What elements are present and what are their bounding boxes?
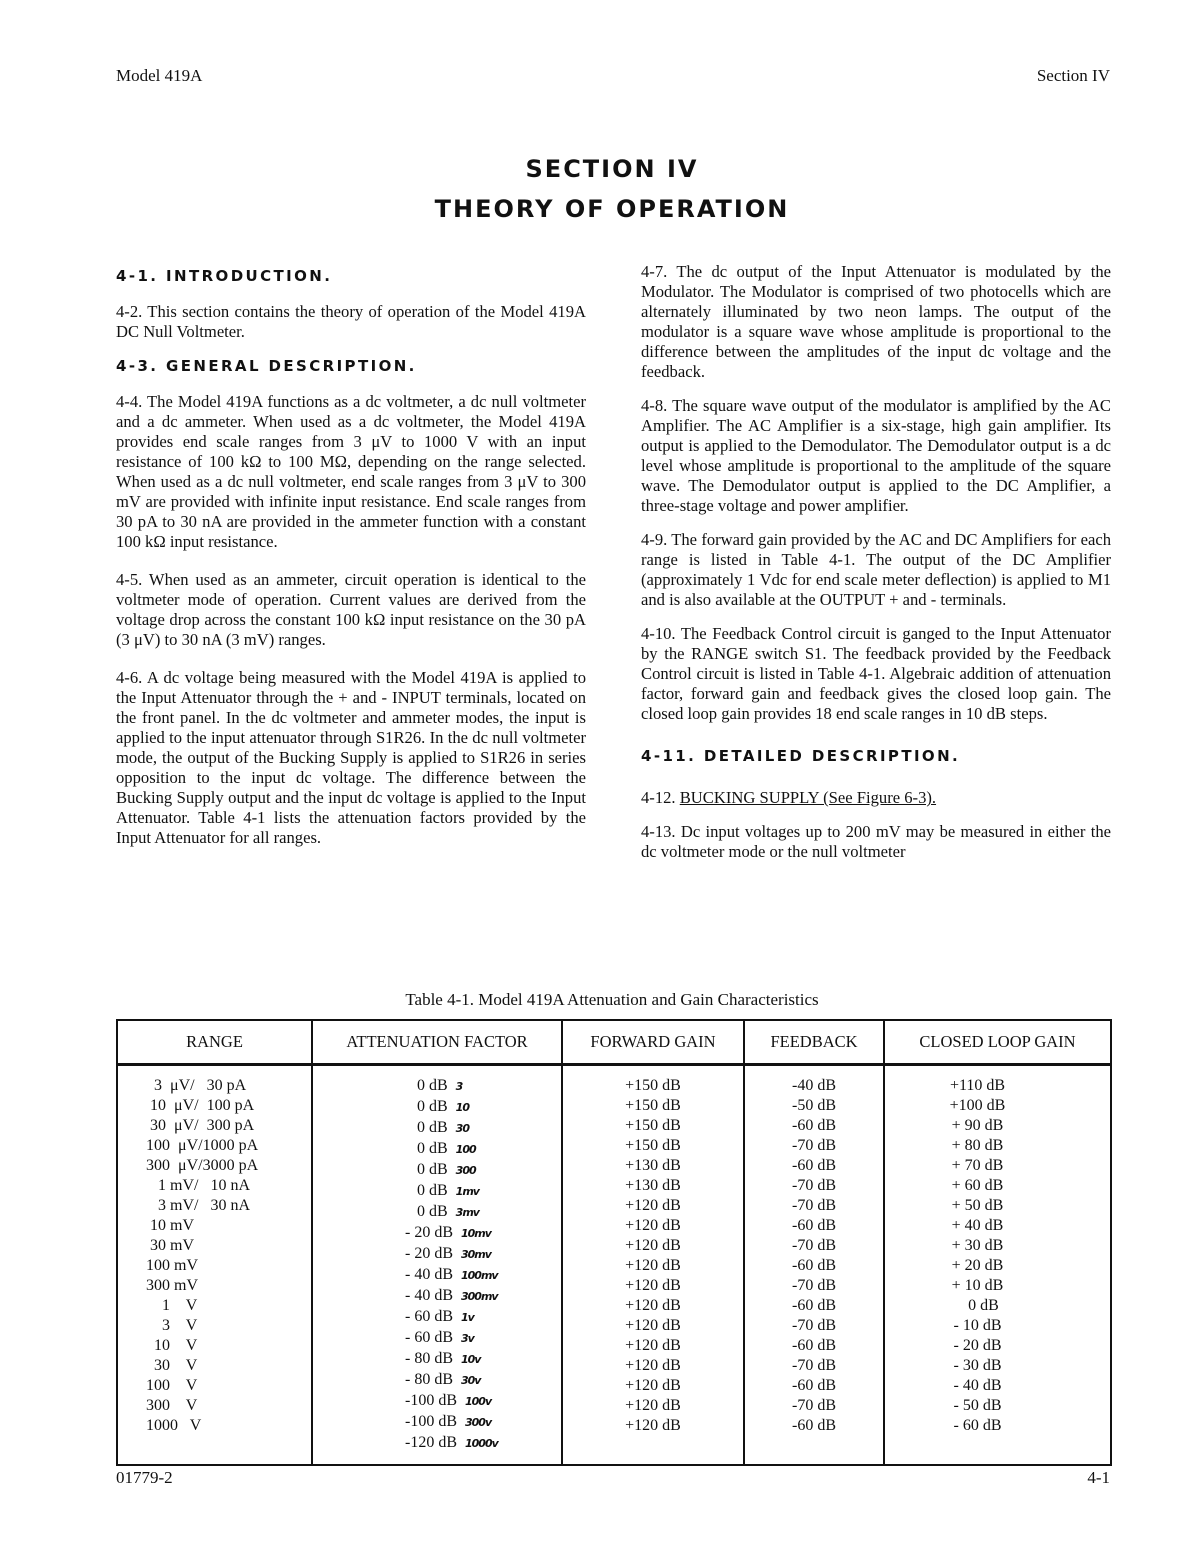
handwritten-annotation: 300mv xyxy=(461,1290,498,1303)
cell-value: - 80 dB xyxy=(405,1350,453,1367)
table-cell-forward-gain xyxy=(563,1216,743,1236)
cell-value: -100 dB xyxy=(405,1413,457,1430)
cell-value: 0 dB xyxy=(405,1203,448,1220)
cell-value: 0 dB xyxy=(405,1140,448,1157)
cell-value: +120 dB xyxy=(625,1417,681,1434)
running-header-section: Section IV xyxy=(1036,66,1110,85)
table-cell-forward-gain xyxy=(563,1376,743,1396)
cell-value: + 70 dB xyxy=(951,1157,1004,1174)
paragraph-4-10: 4-10. The Feedback Control circuit is ganged to the Input Attenuator by the RANGE switch S1. The feedback provided by the Feedback Control circuit is listed in Table 4-1. Algebraic addition of attenuation factor, forward gain and feedback gives the closed loop gain. The closed loop gain provides 18 end scale ranges in 10 dB steps. xyxy=(641,624,1111,723)
cell-value: -50 dB xyxy=(792,1097,836,1114)
table-caption: Table 4-1. Model 419A Attenuation and Gain Characteristics xyxy=(405,990,819,1009)
table-cell-attenuation xyxy=(313,1160,561,1181)
table-cell-range xyxy=(118,1096,311,1116)
cell-value: +150 dB xyxy=(625,1097,681,1114)
table-cell-forward-gain xyxy=(563,1076,743,1096)
cell-value: - 60 dB xyxy=(953,1417,1002,1434)
handwritten-annotation: 10mv xyxy=(461,1227,491,1240)
cell-value: +120 dB xyxy=(625,1397,681,1414)
cell-value: -70 dB xyxy=(792,1137,836,1154)
cell-value: 10 V xyxy=(146,1337,198,1354)
table-cell-forward-gain xyxy=(563,1316,743,1336)
table-cell-forward-gain xyxy=(563,1276,743,1296)
table-cell-closed-loop-gain xyxy=(885,1156,1110,1176)
paragraph-4-7: 4-7. The dc output of the Input Attenuator is modulated by the Modulator. The Modulator is comprised of two photocells which are alternately illuminated by two neon lamps. The output of the modulator is a square wave whose amplitude is proportional to the difference between the amplitudes of the input dc voltage and the feedback. xyxy=(641,262,1111,381)
header-range: RANGE xyxy=(117,1020,312,1065)
cell-value: +120 dB xyxy=(625,1377,681,1394)
table-cell-feedback xyxy=(745,1236,883,1256)
header-closed-loop-gain: CLOSED LOOP GAIN xyxy=(884,1020,1111,1065)
paragraph-4-12 xyxy=(641,788,1111,808)
table-cell-forward-gain xyxy=(563,1236,743,1256)
table-cell-forward-gain xyxy=(563,1176,743,1196)
cell-value: -60 dB xyxy=(792,1257,836,1274)
cell-value: 3 mV/ 30 nA xyxy=(146,1197,250,1214)
table-cell-forward-gain xyxy=(563,1416,743,1436)
cell-value: - 30 dB xyxy=(953,1357,1002,1374)
cell-value: 30 μV/ 300 pA xyxy=(146,1117,255,1134)
heading-introduction: 4-1. INTRODUCTION. xyxy=(116,267,333,285)
table-cell-range xyxy=(118,1196,311,1216)
cell-value: 1 mV/ 10 nA xyxy=(146,1177,250,1194)
table-cell-feedback xyxy=(745,1116,883,1136)
cell-value: +120 dB xyxy=(625,1217,681,1234)
paragraph-4-8: 4-8. The square wave output of the modulator is amplified by the AC Amplifier. The AC Amplifier is a six-stage, high gain amplifier. Its output is applied to the Demodulator. The Demodulator output is a dc level whose amplitude is proportional to the amplitude of the square wave. The Demodulator output is applied to the DC Amplifier, a three-stage voltage and power amplifier. xyxy=(641,396,1111,515)
table-cell-closed-loop-gain xyxy=(885,1236,1110,1256)
handwritten-annotation: 3mv xyxy=(455,1206,479,1219)
cell-value: -60 dB xyxy=(792,1157,836,1174)
cell-value: -70 dB xyxy=(792,1277,836,1294)
table-cell-range xyxy=(118,1336,311,1356)
cell-value: 0 dB xyxy=(405,1098,448,1115)
cell-value: -70 dB xyxy=(792,1197,836,1214)
cell-value: - 60 dB xyxy=(405,1308,453,1325)
cell-value: -120 dB xyxy=(405,1434,457,1451)
handwritten-annotation: 100 xyxy=(455,1143,476,1156)
cell-value: +110 dB xyxy=(949,1077,1006,1094)
table-cell-closed-loop-gain xyxy=(885,1176,1110,1196)
table-cell-closed-loop-gain xyxy=(885,1216,1110,1236)
table-cell-range xyxy=(118,1296,311,1316)
table-cell-feedback xyxy=(745,1256,883,1276)
table-cell-forward-gain xyxy=(563,1136,743,1156)
cell-value: 0 dB xyxy=(405,1077,448,1094)
cell-value: 3 V xyxy=(146,1317,198,1334)
bucking-supply-heading: BUCKING SUPPLY (See Figure 6-3). xyxy=(679,788,937,807)
table-cell-attenuation xyxy=(313,1412,561,1433)
table-cell-attenuation xyxy=(313,1328,561,1349)
table-cell-forward-gain xyxy=(563,1256,743,1276)
paragraph-4-13: 4-13. Dc input voltages up to 200 mV may be measured in either the dc voltmeter mode or the null voltmeter xyxy=(641,822,1111,861)
table-cell-attenuation xyxy=(313,1223,561,1244)
table-cell-range xyxy=(118,1076,311,1096)
paragraph-4-5: 4-5. When used as an ammeter, circuit operation is identical to the voltmeter mode of operation. Current values are derived from the voltage drop across the constant 100 kΩ input resistance on the 30 pA (3 μV) to 30 nA (3 mV) ranges. xyxy=(116,570,586,649)
cell-value: 3 μV/ 30 pA xyxy=(146,1077,247,1094)
table-cell-closed-loop-gain xyxy=(885,1256,1110,1276)
cell-value: -60 dB xyxy=(792,1117,836,1134)
table-cell-closed-loop-gain xyxy=(885,1316,1110,1336)
table-cell-closed-loop-gain xyxy=(885,1196,1110,1216)
table-cell-attenuation xyxy=(313,1349,561,1370)
cell-value: +120 dB xyxy=(625,1237,681,1254)
cell-value: 0 dB xyxy=(405,1182,448,1199)
handwritten-annotation: 100v xyxy=(465,1395,492,1408)
cell-value: - 40 dB xyxy=(953,1377,1002,1394)
column-feedback xyxy=(744,1065,884,1466)
cell-value: + 60 dB xyxy=(951,1177,1004,1194)
cell-value: +120 dB xyxy=(625,1257,681,1274)
handwritten-annotation: 3 xyxy=(455,1080,463,1093)
table-cell-range xyxy=(118,1236,311,1256)
cell-value: -100 dB xyxy=(405,1392,457,1409)
document-number: 01779-2 xyxy=(116,1468,173,1487)
cell-value: 30 mV xyxy=(146,1237,194,1254)
table-cell-attenuation xyxy=(313,1265,561,1286)
cell-value: 1000 V xyxy=(146,1417,202,1434)
header-feedback: FEEDBACK xyxy=(744,1020,884,1065)
table-cell-attenuation xyxy=(313,1076,561,1097)
handwritten-annotation: 1v xyxy=(461,1311,474,1324)
table-cell-feedback xyxy=(745,1076,883,1096)
table-cell-feedback xyxy=(745,1416,883,1436)
table-cell-feedback xyxy=(745,1316,883,1336)
cell-value: 30 V xyxy=(146,1357,198,1374)
cell-value: -70 dB xyxy=(792,1317,836,1334)
table-cell-feedback xyxy=(745,1176,883,1196)
cell-value: -60 dB xyxy=(792,1417,836,1434)
cell-value: - 60 dB xyxy=(405,1329,453,1346)
table-cell-forward-gain xyxy=(563,1156,743,1176)
table-cell-attenuation xyxy=(313,1181,561,1202)
table-cell-feedback xyxy=(745,1376,883,1396)
cell-value: - 40 dB xyxy=(405,1287,453,1304)
table-cell-range xyxy=(118,1216,311,1236)
table-cell-closed-loop-gain xyxy=(885,1276,1110,1296)
cell-value: + 80 dB xyxy=(951,1137,1004,1154)
cell-value: 0 dB xyxy=(956,1297,999,1314)
cell-value: 300 μV/3000 pA xyxy=(146,1157,259,1174)
cell-value: 100 V xyxy=(146,1377,198,1394)
table-cell-closed-loop-gain xyxy=(885,1376,1110,1396)
handwritten-annotation: 30v xyxy=(461,1374,481,1387)
table-cell-attenuation xyxy=(313,1097,561,1118)
table-cell-attenuation xyxy=(313,1307,561,1328)
handwritten-annotation: 30mv xyxy=(461,1248,491,1261)
paragraph-4-2: 4-2. This section contains the theory of operation of the Model 419A DC Null Voltmeter. xyxy=(116,302,586,341)
cell-value: + 40 dB xyxy=(951,1217,1004,1234)
handwritten-annotation: 300 xyxy=(455,1164,476,1177)
right-column xyxy=(641,262,1111,876)
table-cell-feedback xyxy=(745,1396,883,1416)
table-cell-attenuation xyxy=(313,1244,561,1265)
column-closed-loop-gain xyxy=(884,1065,1111,1466)
handwritten-annotation: 1mv xyxy=(455,1185,479,1198)
table-cell-range xyxy=(118,1276,311,1296)
paragraph-4-4: 4-4. The Model 419A functions as a dc voltmeter, a dc null voltmeter and a dc ammeter. When used as a dc voltmeter, the Model 419A provides end scale ranges from 3 μV to 1000 V with an input resistance of 100 kΩ to 100 MΩ, depending on the range selected. When used as a dc null voltmeter, end scale ranges from 3 μV to 300 mV are provided with infinite input resistance. End scale ranges from 30 pA to 30 nA are provided in the ammeter function with a constant 100 kΩ input resistance. xyxy=(116,392,586,551)
cell-value: +120 dB xyxy=(625,1337,681,1354)
cell-value: -70 dB xyxy=(792,1237,836,1254)
table-cell-attenuation xyxy=(313,1202,561,1223)
table-cell-range xyxy=(118,1416,311,1436)
handwritten-annotation: 100mv xyxy=(461,1269,498,1282)
page-number: 4-1 xyxy=(1087,1468,1110,1487)
cell-value: - 10 dB xyxy=(953,1317,1002,1334)
table-cell-closed-loop-gain xyxy=(885,1416,1110,1436)
table-cell-forward-gain xyxy=(563,1356,743,1376)
table-cell-closed-loop-gain xyxy=(885,1336,1110,1356)
table-cell-closed-loop-gain xyxy=(885,1396,1110,1416)
header-forward-gain: FORWARD GAIN xyxy=(562,1020,744,1065)
cell-value: 100 mV xyxy=(146,1257,198,1274)
table-cell-range xyxy=(118,1376,311,1396)
cell-value: 300 V xyxy=(146,1397,198,1414)
table-cell-closed-loop-gain xyxy=(885,1136,1110,1156)
cell-value: +150 dB xyxy=(625,1117,681,1134)
cell-value: 300 mV xyxy=(146,1277,198,1294)
table-cell-forward-gain xyxy=(563,1396,743,1416)
cell-value: -60 dB xyxy=(792,1297,836,1314)
handwritten-annotation: 300v xyxy=(465,1416,492,1429)
table-cell-feedback xyxy=(745,1356,883,1376)
table-cell-forward-gain xyxy=(563,1336,743,1356)
handwritten-annotation: 1000v xyxy=(465,1437,498,1450)
table-cell-attenuation xyxy=(313,1433,561,1454)
cell-value: +120 dB xyxy=(625,1317,681,1334)
table-cell-forward-gain xyxy=(563,1096,743,1116)
cell-value: + 30 dB xyxy=(951,1237,1004,1254)
cell-value: + 50 dB xyxy=(951,1197,1004,1214)
running-header-model: Model 419A xyxy=(116,66,203,85)
table-cell-range xyxy=(118,1316,311,1336)
table-body-row xyxy=(117,1065,1111,1466)
table-cell-feedback xyxy=(745,1216,883,1236)
table-cell-attenuation xyxy=(313,1370,561,1391)
cell-value: +120 dB xyxy=(625,1277,681,1294)
table-cell-feedback xyxy=(745,1296,883,1316)
cell-value: -70 dB xyxy=(792,1397,836,1414)
cell-value: - 20 dB xyxy=(405,1245,453,1262)
column-forward-gain xyxy=(562,1065,744,1466)
table-cell-closed-loop-gain xyxy=(885,1116,1110,1136)
table-cell-closed-loop-gain xyxy=(885,1296,1110,1316)
table-cell-attenuation xyxy=(313,1391,561,1412)
cell-value: +130 dB xyxy=(625,1177,681,1194)
table-cell-range xyxy=(118,1116,311,1136)
cell-value: 10 mV xyxy=(146,1217,194,1234)
table-cell-range xyxy=(118,1136,311,1156)
cell-value: 0 dB xyxy=(405,1119,448,1136)
table-cell-feedback xyxy=(745,1136,883,1156)
table-cell-closed-loop-gain xyxy=(885,1076,1110,1096)
cell-value: - 40 dB xyxy=(405,1266,453,1283)
cell-value: 1 V xyxy=(146,1297,198,1314)
table-cell-feedback xyxy=(745,1276,883,1296)
handwritten-annotation: 30 xyxy=(455,1122,469,1135)
table-cell-attenuation xyxy=(313,1118,561,1139)
cell-value: 0 dB xyxy=(405,1161,448,1178)
cell-value: + 90 dB xyxy=(951,1117,1004,1134)
section-subtitle: THEORY OF OPERATION xyxy=(434,195,790,223)
cell-value: +150 dB xyxy=(625,1137,681,1154)
cell-value: - 80 dB xyxy=(405,1371,453,1388)
cell-value: + 10 dB xyxy=(951,1277,1004,1294)
table-cell-range xyxy=(118,1156,311,1176)
table-cell-range xyxy=(118,1176,311,1196)
cell-value: +120 dB xyxy=(625,1357,681,1374)
column-range xyxy=(117,1065,312,1466)
left-column xyxy=(116,262,586,862)
heading-general-description: 4-3. GENERAL DESCRIPTION. xyxy=(116,357,417,375)
column-attenuation xyxy=(312,1065,562,1466)
cell-value: -70 dB xyxy=(792,1177,836,1194)
paragraph-4-6: 4-6. A dc voltage being measured with the Model 419A is applied to the Input Attenuator through the + and - INPUT terminals, located on the front panel. In the dc voltmeter and ammeter modes, the input is applied to the input attenuator through S1R26. In the dc null voltmeter mode, the output of the Bucking Supply is applied to S1R26 in series opposition to the input dc voltage. The difference between the Bucking Supply output and the input dc voltage is applied to the Input Attenuator. Table 4-1 lists the attenuation factors provided by the Input Attenuator for all ranges. xyxy=(116,668,586,847)
table-cell-feedback xyxy=(745,1156,883,1176)
table-cell-range xyxy=(118,1356,311,1376)
cell-value: - 20 dB xyxy=(405,1224,453,1241)
paragraph-4-9: 4-9. The forward gain provided by the AC and DC Amplifiers for each range is listed in Table 4-1. The output of the DC Amplifier (approximately 1 Vdc for end scale meter deflection) is applied to M1 and is also available at the OUTPUT + and - terminals. xyxy=(641,530,1111,609)
cell-value: 10 μV/ 100 pA xyxy=(146,1097,255,1114)
table-cell-range xyxy=(118,1256,311,1276)
table-cell-forward-gain xyxy=(563,1296,743,1316)
cell-value: -60 dB xyxy=(792,1337,836,1354)
handwritten-annotation: 10v xyxy=(461,1353,481,1366)
table-cell-closed-loop-gain xyxy=(885,1096,1110,1116)
cell-value: -60 dB xyxy=(792,1377,836,1394)
cell-value: -40 dB xyxy=(792,1077,836,1094)
attenuation-gain-table xyxy=(116,1019,1112,1466)
cell-value: - 50 dB xyxy=(953,1397,1002,1414)
cell-value: - 20 dB xyxy=(953,1337,1002,1354)
cell-value: +100 dB xyxy=(949,1097,1006,1114)
table-cell-range xyxy=(118,1396,311,1416)
cell-value: + 20 dB xyxy=(951,1257,1004,1274)
paragraph-4-12-number: 4-12. xyxy=(641,788,676,807)
table-cell-closed-loop-gain xyxy=(885,1356,1110,1376)
section-title: SECTION IV xyxy=(525,155,699,183)
table-cell-attenuation xyxy=(313,1286,561,1307)
table-cell-feedback xyxy=(745,1096,883,1116)
table-cell-forward-gain xyxy=(563,1116,743,1136)
handwritten-annotation: 3v xyxy=(461,1332,474,1345)
table-cell-feedback xyxy=(745,1336,883,1356)
heading-detailed-description: 4-11. DETAILED DESCRIPTION. xyxy=(641,747,961,765)
table-cell-feedback xyxy=(745,1196,883,1216)
table-cell-attenuation xyxy=(313,1139,561,1160)
cell-value: 100 μV/1000 pA xyxy=(146,1137,259,1154)
cell-value: -60 dB xyxy=(792,1217,836,1234)
cell-value: -70 dB xyxy=(792,1357,836,1374)
handwritten-annotation: 10 xyxy=(455,1101,469,1114)
table-header-row xyxy=(117,1020,1111,1065)
cell-value: +130 dB xyxy=(625,1157,681,1174)
table-cell-forward-gain xyxy=(563,1196,743,1216)
header-attenuation-factor: ATTENUATION FACTOR xyxy=(312,1020,562,1065)
cell-value: +120 dB xyxy=(625,1197,681,1214)
cell-value: +150 dB xyxy=(625,1077,681,1094)
cell-value: +120 dB xyxy=(625,1297,681,1314)
